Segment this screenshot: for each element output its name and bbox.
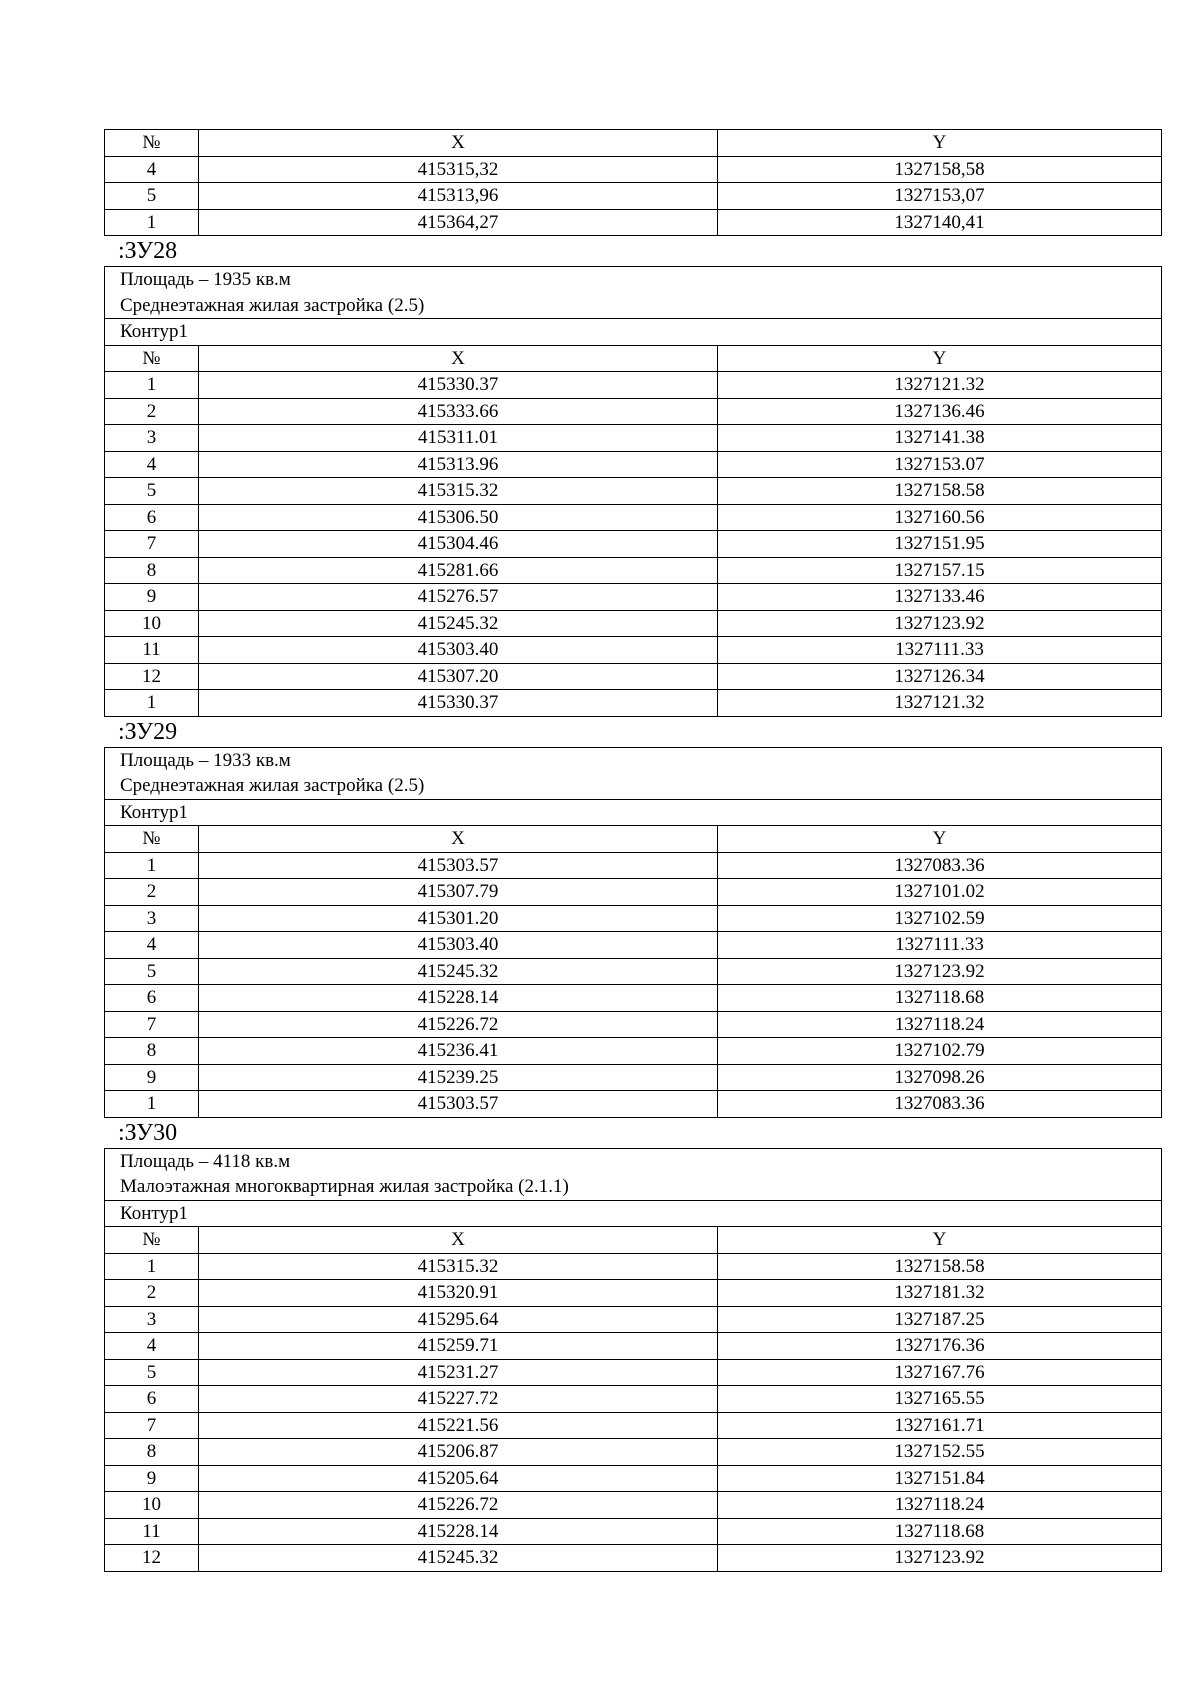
y-coordinate: 1327151.84 [718, 1465, 1162, 1492]
column-header-x: X [199, 826, 718, 853]
header-row [105, 1227, 1162, 1254]
table-row [105, 398, 1162, 425]
table-row [105, 1545, 1162, 1572]
x-coordinate: 415311.01 [199, 425, 718, 452]
plot-area: Площадь – 1933 кв.м [105, 747, 1162, 773]
x-coordinate: 415330.37 [199, 690, 718, 717]
y-coordinate: 1327187.25 [718, 1306, 1162, 1333]
header-row [105, 826, 1162, 853]
table-row [105, 1280, 1162, 1307]
x-coordinate: 415236.41 [199, 1038, 718, 1065]
coordinates-table-body [105, 267, 1162, 717]
y-coordinate: 1327141.38 [718, 425, 1162, 452]
continuation-table-body [105, 130, 1162, 236]
plot-area-row [105, 1148, 1162, 1174]
x-coordinate: 415245.32 [199, 958, 718, 985]
x-coordinate: 415303.40 [199, 637, 718, 664]
x-coordinate: 415301.20 [199, 905, 718, 932]
y-coordinate: 1327158.58 [718, 1253, 1162, 1280]
x-coordinate: 415315.32 [199, 1253, 718, 1280]
header-row [105, 130, 1162, 157]
x-coordinate: 415226.72 [199, 1011, 718, 1038]
x-coordinate: 415281.66 [199, 557, 718, 584]
plot-heading: :ЗУ29 [118, 718, 178, 745]
table-row [105, 1064, 1162, 1091]
table-row [105, 1465, 1162, 1492]
point-number: 1 [105, 1091, 199, 1118]
column-header-x: X [199, 345, 718, 372]
y-coordinate: 1327121.32 [718, 690, 1162, 717]
point-number: 4 [105, 1333, 199, 1360]
x-coordinate: 415259.71 [199, 1333, 718, 1360]
continuation-table [104, 129, 1162, 236]
y-coordinate: 1327123.92 [718, 610, 1162, 637]
x-coordinate: 415304.46 [199, 531, 718, 558]
point-number: 6 [105, 1386, 199, 1413]
y-coordinate: 1327083.36 [718, 852, 1162, 879]
contour-label-row [105, 1200, 1162, 1227]
x-coordinate: 415307.79 [199, 879, 718, 906]
table-row [105, 209, 1162, 236]
table-row [105, 1011, 1162, 1038]
point-number: 4 [105, 451, 199, 478]
point-number: 5 [105, 183, 199, 210]
point-number: 8 [105, 1439, 199, 1466]
y-coordinate: 1327160.56 [718, 504, 1162, 531]
table-row [105, 932, 1162, 959]
y-coordinate: 1327118.24 [718, 1011, 1162, 1038]
table-row [105, 637, 1162, 664]
y-coordinate: 1327158.58 [718, 478, 1162, 505]
x-coordinate: 415245.32 [199, 610, 718, 637]
point-number: 1 [105, 1253, 199, 1280]
plot-permitted-use-row [105, 773, 1162, 799]
point-number: 9 [105, 584, 199, 611]
point-number: 9 [105, 1465, 199, 1492]
y-coordinate: 1327101.02 [718, 879, 1162, 906]
contour-label: Контур1 [105, 799, 1162, 826]
column-header-no: № [105, 345, 199, 372]
y-coordinate: 1327136.46 [718, 398, 1162, 425]
column-header-no: № [105, 1227, 199, 1254]
document-page [104, 129, 1161, 1572]
table-row [105, 852, 1162, 879]
x-coordinate: 415303.57 [199, 852, 718, 879]
y-coordinate: 1327181.32 [718, 1280, 1162, 1307]
point-number: 6 [105, 985, 199, 1012]
y-coordinate: 1327102.59 [718, 905, 1162, 932]
point-number: 5 [105, 958, 199, 985]
point-number: 2 [105, 398, 199, 425]
x-coordinate: 415330.37 [199, 372, 718, 399]
plot-area: Площадь – 4118 кв.м [105, 1148, 1162, 1174]
table-row [105, 905, 1162, 932]
x-coordinate: 415320.91 [199, 1280, 718, 1307]
point-number: 12 [105, 663, 199, 690]
table-row [105, 1333, 1162, 1360]
y-coordinate: 1327165.55 [718, 1386, 1162, 1413]
point-number: 6 [105, 504, 199, 531]
y-coordinate: 1327123.92 [718, 958, 1162, 985]
y-coordinate: 1327167.76 [718, 1359, 1162, 1386]
y-coordinate: 1327121.32 [718, 372, 1162, 399]
table-row [105, 958, 1162, 985]
plot-area-row [105, 747, 1162, 773]
table-row [105, 584, 1162, 611]
point-number: 7 [105, 531, 199, 558]
table-row [105, 1253, 1162, 1280]
table-row [105, 690, 1162, 717]
plot-heading: :ЗУ30 [118, 1119, 178, 1146]
column-header-y: Y [718, 130, 1162, 157]
point-number: 3 [105, 905, 199, 932]
contour-label-row [105, 799, 1162, 826]
table-row [105, 879, 1162, 906]
plots-container [104, 236, 1161, 1572]
y-coordinate: 1327153,07 [718, 183, 1162, 210]
point-number: 1 [105, 372, 199, 399]
x-coordinate: 415228.14 [199, 1518, 718, 1545]
contour-label-row [105, 319, 1162, 346]
x-coordinate: 415239.25 [199, 1064, 718, 1091]
y-coordinate: 1327118.68 [718, 1518, 1162, 1545]
y-coordinate: 1327152.55 [718, 1439, 1162, 1466]
plot-area-row [105, 267, 1162, 293]
y-coordinate: 1327161.71 [718, 1412, 1162, 1439]
y-coordinate: 1327123.92 [718, 1545, 1162, 1572]
x-coordinate: 415307.20 [199, 663, 718, 690]
plot-permitted-use-row [105, 1174, 1162, 1200]
x-coordinate: 415227.72 [199, 1386, 718, 1413]
plot-permitted-use: Среднеэтажная жилая застройка (2.5) [105, 773, 1162, 799]
point-number: 8 [105, 557, 199, 584]
x-coordinate: 415228.14 [199, 985, 718, 1012]
column-header-x: X [199, 130, 718, 157]
point-number: 7 [105, 1412, 199, 1439]
plot-permitted-use-row [105, 293, 1162, 319]
coordinates-table [104, 747, 1162, 1118]
contour-label: Контур1 [105, 1200, 1162, 1227]
x-coordinate: 415206.87 [199, 1439, 718, 1466]
table-row [105, 156, 1162, 183]
plot-heading: :ЗУ28 [118, 238, 178, 264]
y-coordinate: 1327118.24 [718, 1492, 1162, 1519]
table-row [105, 478, 1162, 505]
y-coordinate: 1327118.68 [718, 985, 1162, 1012]
point-number: 5 [105, 478, 199, 505]
coordinates-table [104, 266, 1162, 717]
y-coordinate: 1327111.33 [718, 637, 1162, 664]
y-coordinate: 1327111.33 [718, 932, 1162, 959]
x-coordinate: 415315.32 [199, 478, 718, 505]
x-coordinate: 415306.50 [199, 504, 718, 531]
point-number: 5 [105, 1359, 199, 1386]
y-coordinate: 1327151.95 [718, 531, 1162, 558]
point-number: 11 [105, 637, 199, 664]
table-row [105, 1038, 1162, 1065]
column-header-y: Y [718, 345, 1162, 372]
point-number: 9 [105, 1064, 199, 1091]
x-coordinate: 415364,27 [199, 209, 718, 236]
point-number: 3 [105, 425, 199, 452]
point-number: 4 [105, 932, 199, 959]
y-coordinate: 1327140,41 [718, 209, 1162, 236]
coordinates-table-body [105, 1148, 1162, 1571]
table-row [105, 1439, 1162, 1466]
table-row [105, 557, 1162, 584]
y-coordinate: 1327102.79 [718, 1038, 1162, 1065]
plot-permitted-use: Среднеэтажная жилая застройка (2.5) [105, 293, 1162, 319]
x-coordinate: 415315,32 [199, 156, 718, 183]
y-coordinate: 1327157.15 [718, 557, 1162, 584]
column-header-no: № [105, 826, 199, 853]
header-row [105, 345, 1162, 372]
contour-label: Контур1 [105, 319, 1162, 346]
table-row [105, 451, 1162, 478]
x-coordinate: 415226.72 [199, 1492, 718, 1519]
x-coordinate: 415313.96 [199, 451, 718, 478]
point-number: 2 [105, 1280, 199, 1307]
x-coordinate: 415276.57 [199, 584, 718, 611]
table-row [105, 372, 1162, 399]
point-number: 3 [105, 1306, 199, 1333]
table-row [105, 1518, 1162, 1545]
y-coordinate: 1327098.26 [718, 1064, 1162, 1091]
x-coordinate: 415295.64 [199, 1306, 718, 1333]
point-number: 11 [105, 1518, 199, 1545]
x-coordinate: 415221.56 [199, 1412, 718, 1439]
point-number: 7 [105, 1011, 199, 1038]
x-coordinate: 415205.64 [199, 1465, 718, 1492]
table-row [105, 531, 1162, 558]
x-coordinate: 415303.57 [199, 1091, 718, 1118]
y-coordinate: 1327083.36 [718, 1091, 1162, 1118]
y-coordinate: 1327176.36 [718, 1333, 1162, 1360]
table-row [105, 985, 1162, 1012]
y-coordinate: 1327133.46 [718, 584, 1162, 611]
point-number: 8 [105, 1038, 199, 1065]
point-number: 1 [105, 690, 199, 717]
table-row [105, 610, 1162, 637]
y-coordinate: 1327158,58 [718, 156, 1162, 183]
plot-area: Площадь – 1935 кв.м [105, 267, 1162, 293]
table-row [105, 1091, 1162, 1118]
x-coordinate: 415333.66 [199, 398, 718, 425]
column-header-no: № [105, 130, 199, 157]
point-number: 2 [105, 879, 199, 906]
coordinates-table [104, 1148, 1162, 1572]
column-header-x: X [199, 1227, 718, 1254]
table-row [105, 1386, 1162, 1413]
table-row [105, 1359, 1162, 1386]
y-coordinate: 1327153.07 [718, 451, 1162, 478]
x-coordinate: 415313,96 [199, 183, 718, 210]
table-row [105, 663, 1162, 690]
point-number: 4 [105, 156, 199, 183]
table-row [105, 1492, 1162, 1519]
x-coordinate: 415303.40 [199, 932, 718, 959]
table-row [105, 1306, 1162, 1333]
table-row [105, 425, 1162, 452]
table-row [105, 504, 1162, 531]
y-coordinate: 1327126.34 [718, 663, 1162, 690]
coordinates-table-body [105, 747, 1162, 1117]
column-header-y: Y [718, 826, 1162, 853]
point-number: 1 [105, 209, 199, 236]
table-row [105, 1412, 1162, 1439]
table-row [105, 183, 1162, 210]
point-number: 10 [105, 610, 199, 637]
x-coordinate: 415231.27 [199, 1359, 718, 1386]
column-header-y: Y [718, 1227, 1162, 1254]
point-number: 10 [105, 1492, 199, 1519]
x-coordinate: 415245.32 [199, 1545, 718, 1572]
plot-permitted-use: Малоэтажная многоквартирная жилая застройка (2.1.1) [105, 1174, 1162, 1200]
point-number: 12 [105, 1545, 199, 1572]
point-number: 1 [105, 852, 199, 879]
